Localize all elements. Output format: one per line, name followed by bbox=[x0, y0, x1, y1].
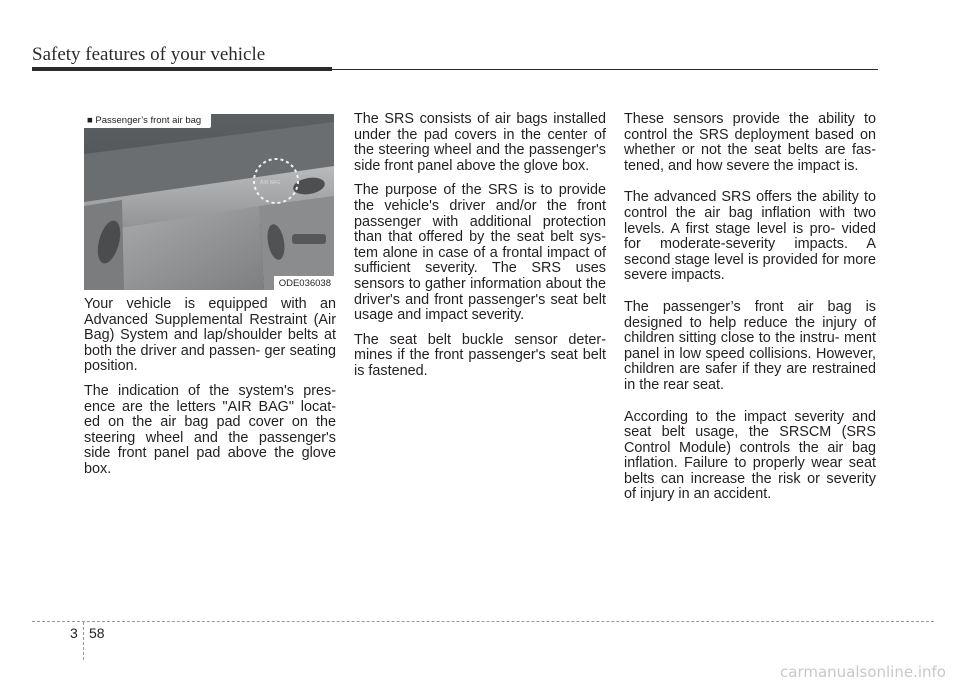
paragraph: The passenger’s front air bag is designed to help reduce the injury of children sitting close to the instru- ment panel in low speed collisions. However, children are safer if they are restrained in the rear seat. bbox=[624, 298, 876, 393]
footer-rule bbox=[32, 621, 934, 622]
header-rule-thin bbox=[332, 69, 878, 70]
paragraph: The purpose of the SRS is to provide the vehicle's driver and/or the front passenger with additional protection than that offered by the seat belt sys- tem alone in case of a frontal impact of sufficient severity. The SRS uses sensors to gather information about the driver's and front passenger's seat belt usage and impact severity. bbox=[354, 182, 606, 324]
watermark-link[interactable]: carmanualsonline.info bbox=[780, 663, 946, 681]
header-rule-thick bbox=[32, 67, 332, 71]
paragraph: The advanced SRS offers the ability to control the air bag inflation with two levels. A first stage level is pro- vided for moderate-severity impacts. A second stage level is provided for more severe impacts. bbox=[624, 189, 876, 284]
paragraph: These sensors provide the ability to control the SRS deployment based on whether or not the seat belts are fas- tened, and how severe the impact is. bbox=[624, 111, 876, 174]
page-section-number: 3 bbox=[70, 625, 78, 641]
page-header-title: Safety features of your vehicle bbox=[32, 44, 266, 65]
paragraph: Your vehicle is equipped with an Advanced Supplemental Restraint (Air Bag) System and lap/shoulder belts at both the driver and passen- ger seating position. bbox=[84, 296, 336, 375]
column-3 bbox=[624, 112, 876, 519]
figure-caption bbox=[84, 114, 211, 128]
paragraph: According to the impact severity and seat belt usage, the SRSCM (SRS Control Module) controls the air bag inflation. Failure to properly wear seat belts can increase the risk or severity of injury in an accident. bbox=[624, 408, 876, 503]
footer-divider bbox=[83, 622, 84, 660]
dashboard-illustration bbox=[84, 114, 334, 290]
column-2 bbox=[354, 112, 606, 389]
passenger-airbag-figure bbox=[84, 114, 334, 290]
paragraph: The seat belt buckle sensor deter- mines if the front passenger's seat belt is fastened. bbox=[354, 331, 606, 379]
page-number: 58 bbox=[89, 625, 105, 641]
caption-square-icon: ■ bbox=[87, 115, 93, 126]
figure-caption-text: Passenger’s front air bag bbox=[95, 115, 202, 126]
paragraph: The SRS consists of air bags installed under the pad covers in the center of the steering wheel and the passenger's side front panel above the glove box. bbox=[354, 111, 606, 174]
figure-image-code: ODE036038 bbox=[274, 276, 334, 290]
svg-text:AIR BAG: AIR BAG bbox=[260, 180, 281, 186]
paragraph: The indication of the system's pres- ence are the letters "AIR BAG" locat- ed on the air bag pad cover on the steering wheel and the passenger's side front panel pad above the glove box. bbox=[84, 382, 336, 477]
column-1 bbox=[84, 297, 336, 487]
